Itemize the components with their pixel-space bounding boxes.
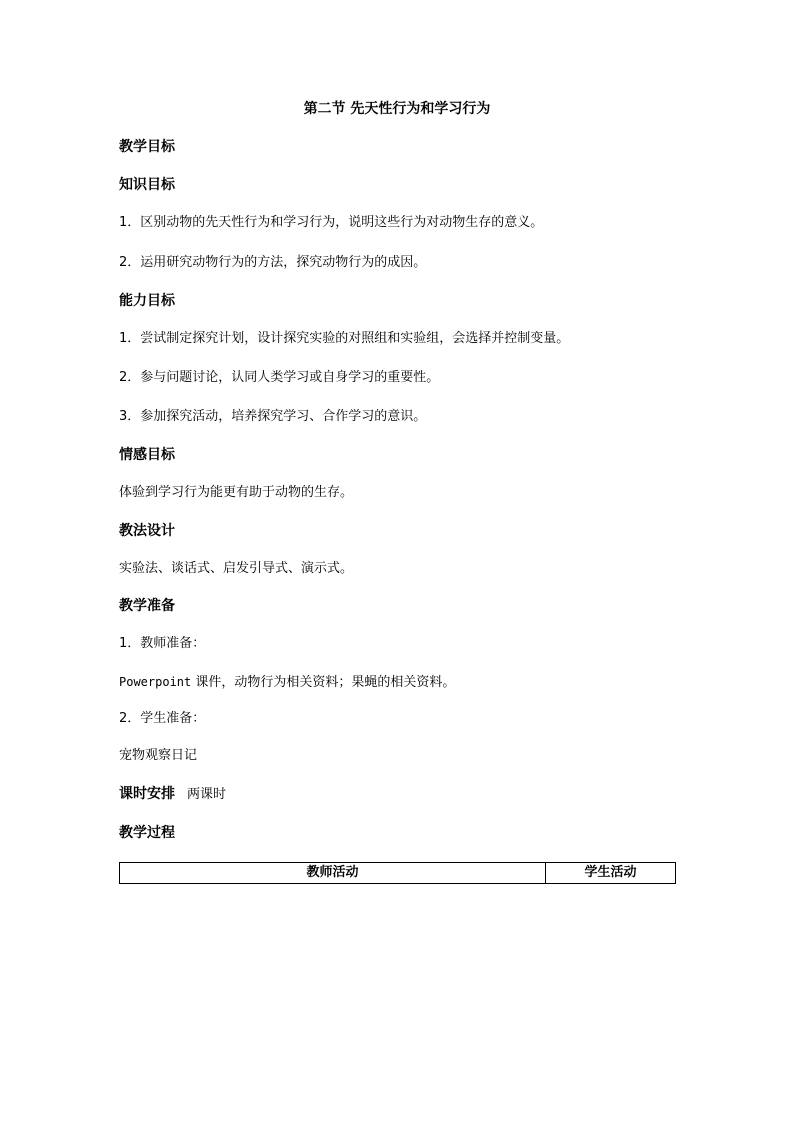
emotion-goal-text: 体验到学习行为能更有助于动物的生存。 [119, 485, 354, 500]
preparation-heading: 教学准备 [119, 598, 175, 614]
knowledge-goal-item-2: 2．运用研究动物行为的方法，探究动物行为的成因。 [119, 255, 427, 270]
method-design-text: 实验法、谈话式、启发引导式、演示式。 [119, 561, 354, 576]
teacher-preparation-text: 课件，动物行为相关资料；果蝇的相关资料。 [195, 675, 456, 690]
student-preparation-label: 2．学生准备： [119, 711, 206, 726]
ability-goal-item-2: 2．参与问题讨论，认同人类学习或自身学习的重要性。 [119, 370, 440, 385]
emotion-goals-heading: 情感目标 [119, 447, 175, 463]
knowledge-goals-heading: 知识目标 [119, 177, 175, 193]
student-activity-header: 学生活动 [546, 863, 676, 884]
ability-goal-item-1: 1．尝试制定探究计划，设计探究实验的对照组和实验组，会选择并控制变量。 [119, 331, 570, 346]
schedule-value: 两课时 [187, 787, 227, 802]
teacher-activity-header: 教师活动 [120, 863, 546, 884]
table-header-row [120, 863, 676, 884]
method-design-heading: 教法设计 [119, 523, 175, 539]
student-preparation-text: 宠物观察日记 [119, 748, 198, 763]
page-title: 第二节 先天性行为和学习行为 [303, 101, 491, 117]
ability-goals-heading: 能力目标 [119, 293, 175, 309]
teacher-preparation-line [119, 672, 455, 693]
knowledge-goal-item-1: 1．区别动物的先天性行为和学习行为，说明这些行为对动物生存的意义。 [119, 215, 544, 230]
powerpoint-text: Powerpoint [119, 675, 192, 689]
teacher-preparation-label: 1．教师准备： [119, 636, 206, 651]
teaching-goals-heading: 教学目标 [119, 139, 175, 155]
schedule-line [119, 784, 226, 805]
teaching-process-table [119, 862, 676, 884]
process-heading: 教学过程 [119, 825, 175, 841]
schedule-heading: 课时安排 [119, 786, 175, 802]
ability-goal-item-3: 3．参加探究活动，培养探究学习、合作学习的意识。 [119, 409, 427, 424]
